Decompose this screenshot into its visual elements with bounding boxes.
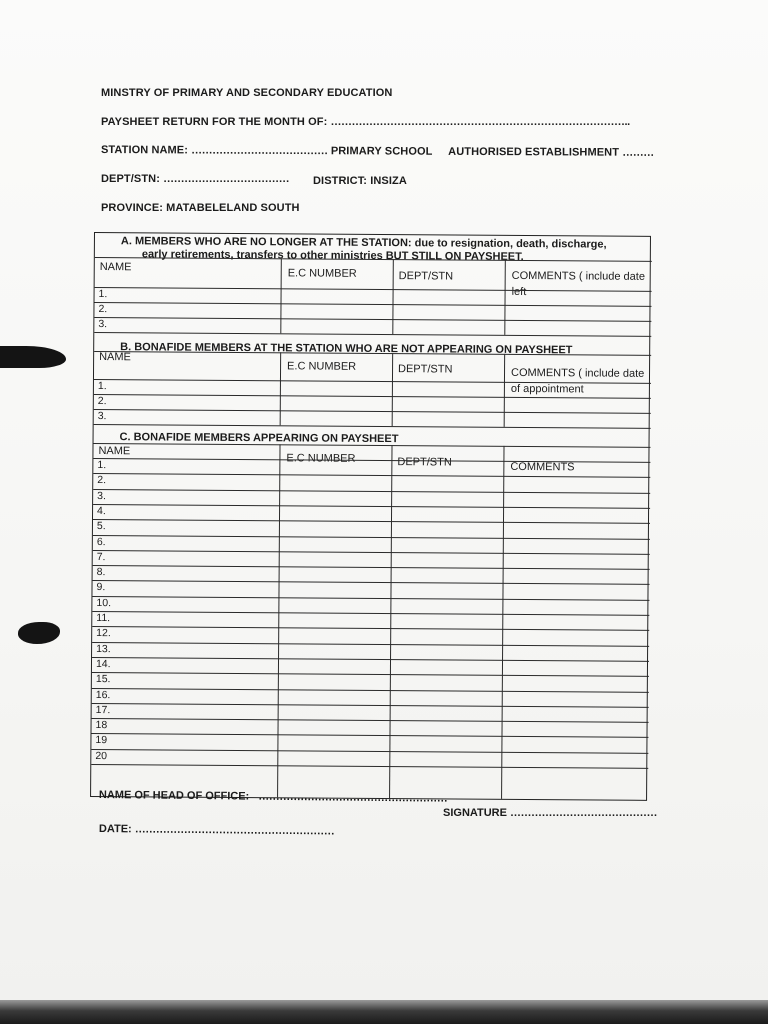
row-line: [92, 626, 649, 631]
row-line: [92, 718, 649, 723]
row-line: [92, 672, 649, 677]
row-line: [92, 657, 649, 662]
section-c-comments-header: COMMENTS: [510, 460, 575, 474]
row-line: [94, 332, 651, 337]
date-line: [99, 823, 334, 837]
row-line: [93, 504, 650, 509]
section-a-subtitle: early retirements, transfers to other ministries BUT STILL ON PAYSHEET.: [141, 248, 524, 264]
column-divider: [504, 354, 506, 427]
row-line: [93, 535, 650, 540]
row-number: 3.: [98, 318, 108, 331]
row-number: 9.: [96, 581, 106, 594]
dept-stn-field[interactable]: ………………………………: [163, 173, 290, 185]
paysheet-month-label: PAYSHEET RETURN FOR THE MONTH OF:: [101, 116, 328, 128]
authorised-establishment-label: AUTHORISED ESTABLISHMENT: [448, 145, 620, 159]
row-number: 3.: [97, 410, 107, 423]
section-a-ec-header: E.C NUMBER: [287, 267, 357, 280]
row-line: [93, 473, 650, 478]
row-number: 19: [95, 734, 108, 747]
row-number: 2.: [97, 395, 107, 408]
row-line: [93, 489, 650, 494]
column-divider: [392, 259, 394, 334]
signature-field[interactable]: ……………………………………: [510, 807, 658, 819]
signature-line: [443, 807, 657, 819]
row-line: [93, 580, 650, 585]
row-number: 16.: [95, 688, 111, 701]
row-number: 15.: [95, 673, 111, 686]
row-number: 5.: [96, 520, 106, 533]
date-label: DATE:: [98, 823, 132, 836]
column-divider: [392, 353, 394, 426]
row-number: 1.: [97, 459, 107, 472]
row-line: [94, 317, 651, 322]
row-line: [93, 550, 650, 555]
row-number: 2.: [97, 474, 107, 487]
row-number: 4.: [97, 504, 106, 517]
row-line: [91, 733, 648, 738]
station-name-field[interactable]: …………………………………: [191, 144, 328, 158]
row-number: 1.: [98, 288, 108, 301]
head-of-office-label: NAME OF HEAD OF OFFICE:: [98, 789, 250, 803]
row-line: [94, 424, 651, 429]
section-c-title: C. BONAFIDE MEMBERS APPEARING ON PAYSHEET: [119, 431, 399, 446]
row-number: 1.: [97, 380, 107, 393]
row-line: [92, 688, 649, 693]
row-number: 3.: [97, 489, 106, 502]
section-a-comments-header: COMMENTS ( include date left: [511, 269, 646, 299]
row-line: [92, 703, 649, 708]
row-line: [92, 642, 649, 647]
district-label: DISTRICT: INSIZA: [313, 175, 407, 187]
ministry-heading: MINSTRY OF PRIMARY AND SECONDARY EDUCATION: [101, 87, 393, 99]
section-c-header-divider: [93, 458, 650, 463]
section-c-ec-header: E.C NUMBER: [286, 452, 356, 465]
column-divider: [280, 352, 282, 425]
section-b-title: B. BONAFIDE MEMBERS AT THE STATION WHO ARE NOT APPEARING ON PAYSHEET: [120, 341, 573, 357]
row-line: [93, 519, 650, 524]
row-number: 17.: [95, 703, 111, 716]
paysheet-month-field[interactable]: …………………………………………………………………………..: [330, 116, 630, 128]
paysheet-month-line: [101, 116, 630, 128]
row-number: 8.: [96, 566, 106, 579]
section-b-dept-header: DEPT/STN: [398, 363, 453, 376]
station-name-label: STATION NAME:: [100, 144, 189, 157]
signature-label: SIGNATURE: [443, 807, 507, 819]
row-line: [92, 611, 649, 616]
column-divider: [277, 444, 280, 797]
row-number: 12.: [96, 627, 111, 640]
section-a-name-header: NAME: [99, 261, 132, 274]
members-table: [90, 232, 651, 801]
row-number: 10.: [96, 596, 112, 609]
row-line: [94, 409, 651, 414]
row-line: [91, 749, 648, 754]
section-c-dept-header: DEPT/STN: [397, 456, 452, 469]
row-line: [91, 764, 648, 769]
scanner-edge: [0, 1000, 768, 1024]
authorised-establishment-field[interactable]: ………: [622, 146, 654, 159]
head-of-office-field[interactable]: ………………………………………………: [258, 790, 448, 805]
row-number: 20: [95, 749, 108, 762]
section-a-title: A. MEMBERS WHO ARE NO LONGER AT THE STATION: due to resignation, death, discharge,: [120, 235, 607, 251]
row-number: 14.: [95, 657, 111, 671]
primary-school-label: PRIMARY SCHOOL: [330, 145, 433, 158]
row-number: 6.: [96, 535, 106, 548]
row-number: 13.: [96, 642, 111, 655]
dept-stn-label: DEPT/STN:: [101, 173, 160, 185]
section-c-name-header: NAME: [98, 445, 131, 458]
column-divider: [501, 446, 504, 799]
row-number: 7.: [96, 550, 106, 563]
section-a-dept-header: DEPT/STN: [398, 270, 454, 283]
section-b-ec-header: E.C NUMBER: [287, 360, 357, 373]
column-divider: [280, 258, 282, 333]
row-line: [95, 302, 652, 307]
row-number: 2.: [98, 303, 108, 316]
row-line: [93, 565, 650, 570]
column-divider: [389, 445, 392, 798]
date-field[interactable]: …………………………………………………: [134, 823, 335, 838]
province-label: PROVINCE: MATABELELAND SOUTH: [101, 202, 300, 214]
column-divider: [504, 260, 506, 335]
section-b-comments-header: COMMENTS ( include date of appointment: [510, 366, 645, 396]
section-b-name-header: NAME: [99, 351, 131, 364]
row-number: 11.: [96, 612, 111, 625]
row-number: 18: [95, 719, 108, 732]
dept-stn-line: [101, 173, 289, 185]
row-line: [92, 596, 649, 601]
